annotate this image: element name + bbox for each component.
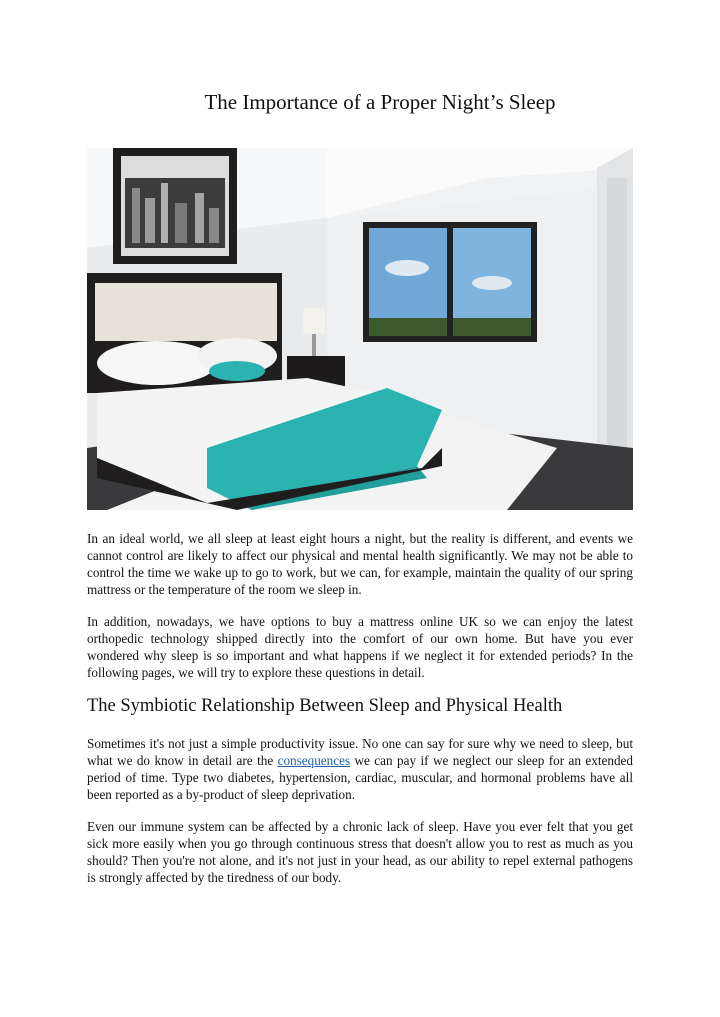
bedroom-photo bbox=[87, 148, 633, 510]
section-heading: The Symbiotic Relationship Between Sleep and Physical Health bbox=[87, 696, 563, 716]
paragraph-2: In addition, nowadays, we have options to buy a mattress online UK so we can enjoy the latest orthopedic technology shipped directly into the comfort of our own home. But have you ever wondered why sleep is so important and what happens if we neglect it for extended periods? In the following pages, we will try to explore these questions in detail. bbox=[87, 614, 633, 680]
paragraph-3-text-before: Sometimes it's not just a simple productivity issue. No one can say for sure why we need to sleep, but what we do know in detail are the bbox=[87, 736, 633, 768]
paragraph-1: In an ideal world, we all sleep at least eight hours a night, but the reality is different, and events we cannot control are likely to affect our physical and mental health significantly. We may not be able to control the time we wake up to go to work, but we can, for example, maintain the quality of our spring mattress or the temperature of the room we sleep in. bbox=[87, 531, 633, 597]
paragraph-3 bbox=[87, 735, 633, 803]
consequences-link[interactable]: consequences bbox=[277, 753, 351, 768]
paragraph-4: Even our immune system can be affected by a chronic lack of sleep. Have you ever felt that you get sick more easily when you go through continuous stress that doesn't allow you to rest as much as you should? Then you're not alone, and it's not just in your head, as our ability to repel external pathogens is strongly affected by the tiredness of our body. bbox=[87, 819, 633, 885]
paragraph-3-text-after: we can pay if we neglect our sleep for an extended period of time. Type two diabetes, hypertension, cardiac, muscular, and hormonal problems have all been reported as a by-product of sleep deprivation. bbox=[87, 753, 633, 802]
page-title: The Importance of a Proper Night’s Sleep bbox=[204, 90, 556, 114]
